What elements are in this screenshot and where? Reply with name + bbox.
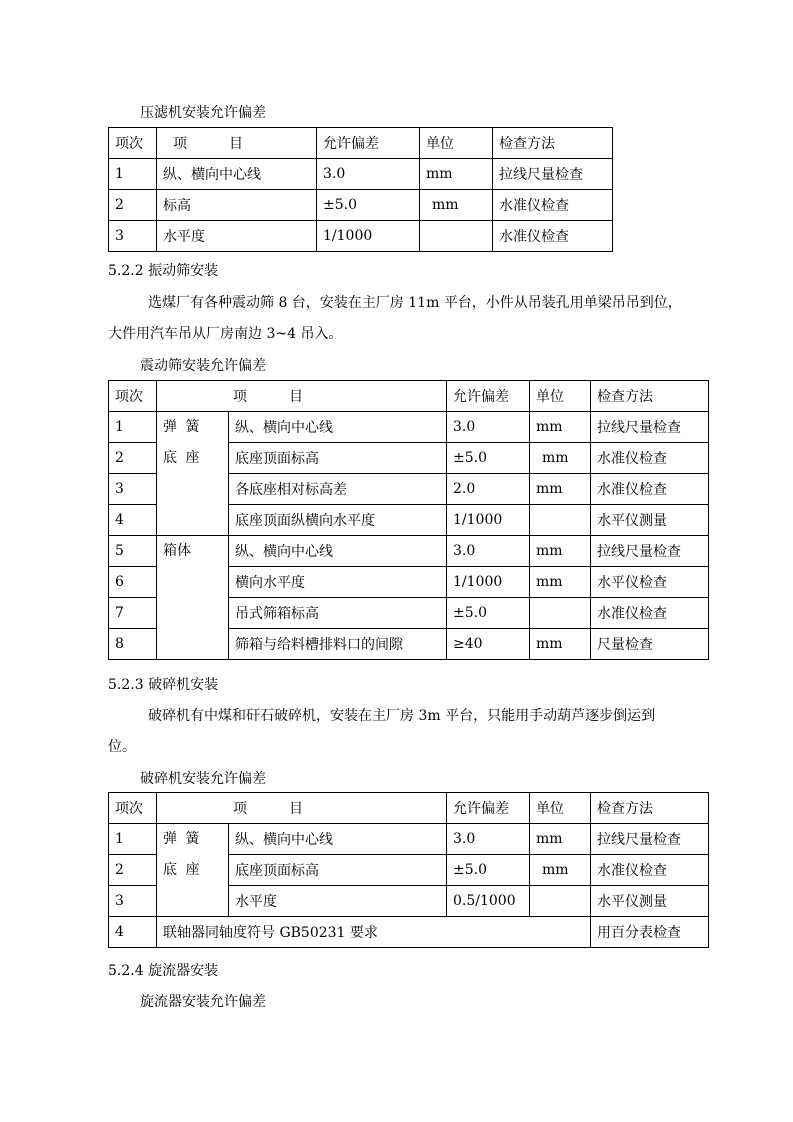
cell-tolerance: 1/1000 bbox=[317, 221, 420, 252]
cell-tolerance: ±5.0 bbox=[447, 855, 530, 886]
heading-crusher: 5.2.3 破碎机安装 bbox=[108, 677, 219, 693]
cell-method: 用百分表检查 bbox=[591, 917, 709, 948]
cell-index: 3 bbox=[109, 474, 157, 505]
cell-item: 底座顶面纵横向水平度 bbox=[229, 505, 447, 536]
table-vibrating-screen bbox=[108, 380, 709, 660]
cell-item: 底座顶面标高 bbox=[229, 443, 447, 474]
cell-index: 2 bbox=[109, 443, 157, 474]
cell-index: 1 bbox=[109, 159, 157, 190]
heading-vibrating-screen: 5.2.2 振动筛安装 bbox=[108, 263, 219, 279]
cell-index: 3 bbox=[109, 886, 157, 917]
cell-unit: mm bbox=[530, 412, 591, 443]
cell-tolerance: 3.0 bbox=[447, 824, 530, 855]
table-filter-press bbox=[108, 127, 613, 252]
cell-method: 水平仪测量 bbox=[591, 505, 709, 536]
cell-method: 尺量检查 bbox=[591, 629, 709, 660]
table-header-row bbox=[109, 128, 613, 159]
cell-index: 2 bbox=[109, 855, 157, 886]
cell-item: 筛箱与给料槽排料口的间隙 bbox=[229, 629, 447, 660]
group-spring-base bbox=[157, 824, 229, 917]
group-label: 弹 簧 底 座 bbox=[163, 419, 202, 466]
cell-unit: mm bbox=[530, 443, 591, 474]
cell-tolerance: 1/1000 bbox=[447, 567, 530, 598]
cell-item: 纵、横向中心线 bbox=[157, 159, 317, 190]
cell-item: 纵、横向中心线 bbox=[229, 536, 447, 567]
cell-index: 8 bbox=[109, 629, 157, 660]
table-row bbox=[109, 917, 709, 948]
caption-cyclone: 旋流器安装允许偏差 bbox=[140, 994, 266, 1010]
cell-method: 水平仪检查 bbox=[591, 567, 709, 598]
paragraph-line: 破碎机有中煤和矸石破碎机，安装在主厂房 3m 平台，只能用手动葫芦逐步倒运到 bbox=[148, 708, 656, 724]
caption-vibrating-screen: 震动筛安装允许偏差 bbox=[140, 358, 266, 374]
cell-method: 水准仪检查 bbox=[591, 474, 709, 505]
cell-item: 吊式筛箱标高 bbox=[229, 598, 447, 629]
header-item: 项 目 bbox=[157, 128, 317, 159]
cell-item: 各底座相对标高差 bbox=[229, 474, 447, 505]
cell-item: 横向水平度 bbox=[229, 567, 447, 598]
header-item: 项 目 bbox=[157, 381, 447, 412]
group-spring-base bbox=[157, 412, 229, 536]
cell-item: 水平度 bbox=[229, 886, 447, 917]
header-index: 项次 bbox=[109, 381, 157, 412]
cell-unit bbox=[530, 598, 591, 629]
paragraph-line: 选煤厂有各种震动筛 8 台，安装在主厂房 11m 平台，小件从吊装孔用单梁吊吊到位， bbox=[148, 295, 682, 311]
cell-method: 拉线尺量检查 bbox=[493, 159, 613, 190]
group-box bbox=[157, 536, 229, 660]
heading-cyclone: 5.2.4 旋流器安装 bbox=[108, 963, 219, 979]
table-row bbox=[109, 412, 709, 443]
cell-tolerance: 3.0 bbox=[447, 536, 530, 567]
group-label: 箱体 bbox=[163, 543, 191, 559]
caption-crusher: 破碎机安装允许偏差 bbox=[140, 771, 266, 787]
cell-unit: mm bbox=[530, 536, 591, 567]
cell-method: 水平仪测量 bbox=[591, 886, 709, 917]
header-method: 检查方法 bbox=[591, 381, 709, 412]
table-row bbox=[109, 190, 613, 221]
table-header-row bbox=[109, 381, 709, 412]
header-unit: 单位 bbox=[420, 128, 493, 159]
cell-unit: mm bbox=[530, 855, 591, 886]
cell-unit bbox=[530, 505, 591, 536]
cell-index: 1 bbox=[109, 412, 157, 443]
cell-index: 3 bbox=[109, 221, 157, 252]
paragraph-line: 大件用汽车吊从厂房南边 3~4 吊入。 bbox=[108, 326, 343, 342]
header-tolerance: 允许偏差 bbox=[317, 128, 420, 159]
header-method: 检查方法 bbox=[493, 128, 613, 159]
cell-method: 拉线尺量检查 bbox=[591, 536, 709, 567]
cell-tolerance: 3.0 bbox=[317, 159, 420, 190]
header-method: 检查方法 bbox=[591, 793, 709, 824]
table-row bbox=[109, 824, 709, 855]
table-row bbox=[109, 536, 709, 567]
cell-unit: mm bbox=[530, 824, 591, 855]
group-label: 弹 簧 底 座 bbox=[163, 831, 202, 878]
header-index: 项次 bbox=[109, 793, 157, 824]
cell-item: 水平度 bbox=[157, 221, 317, 252]
header-item: 项 目 bbox=[157, 793, 447, 824]
header-unit: 单位 bbox=[530, 793, 591, 824]
table-row bbox=[109, 159, 613, 190]
cell-method: 水准仪检查 bbox=[591, 598, 709, 629]
cell-item: 标高 bbox=[157, 190, 317, 221]
cell-index: 1 bbox=[109, 824, 157, 855]
paragraph-line: 位。 bbox=[108, 739, 136, 755]
cell-index: 4 bbox=[109, 917, 157, 948]
cell-index: 6 bbox=[109, 567, 157, 598]
cell-method: 水准仪检查 bbox=[591, 443, 709, 474]
cell-unit: mm bbox=[530, 567, 591, 598]
table-crusher bbox=[108, 792, 709, 948]
cell-tolerance: 0.5/1000 bbox=[447, 886, 530, 917]
cell-item: 联轴器同轴度符号 GB50231 要求 bbox=[157, 917, 591, 948]
cell-index: 7 bbox=[109, 598, 157, 629]
cell-item: 底座顶面标高 bbox=[229, 855, 447, 886]
cell-method: 水准仪检查 bbox=[591, 855, 709, 886]
cell-index: 4 bbox=[109, 505, 157, 536]
cell-item: 纵、横向中心线 bbox=[229, 412, 447, 443]
table-header-row bbox=[109, 793, 709, 824]
header-unit: 单位 bbox=[530, 381, 591, 412]
cell-method: 拉线尺量检查 bbox=[591, 824, 709, 855]
cell-unit: mm bbox=[530, 474, 591, 505]
table-row bbox=[109, 221, 613, 252]
cell-item: 纵、横向中心线 bbox=[229, 824, 447, 855]
cell-index: 2 bbox=[109, 190, 157, 221]
cell-tolerance: ≥40 bbox=[447, 629, 530, 660]
cell-unit: mm bbox=[420, 190, 493, 221]
header-tolerance: 允许偏差 bbox=[447, 381, 530, 412]
header-index: 项次 bbox=[109, 128, 157, 159]
cell-tolerance: ±5.0 bbox=[317, 190, 420, 221]
cell-tolerance: 1/1000 bbox=[447, 505, 530, 536]
cell-tolerance: 2.0 bbox=[447, 474, 530, 505]
caption-filter-press: 压滤机安装允许偏差 bbox=[140, 105, 266, 121]
cell-index: 5 bbox=[109, 536, 157, 567]
cell-method: 拉线尺量检查 bbox=[591, 412, 709, 443]
header-tolerance: 允许偏差 bbox=[447, 793, 530, 824]
cell-tolerance: 3.0 bbox=[447, 412, 530, 443]
cell-tolerance: ±5.0 bbox=[447, 443, 530, 474]
cell-tolerance: ±5.0 bbox=[447, 598, 530, 629]
cell-unit bbox=[420, 221, 493, 252]
cell-unit bbox=[530, 886, 591, 917]
cell-unit: mm bbox=[530, 629, 591, 660]
cell-method: 水准仪检查 bbox=[493, 221, 613, 252]
cell-unit: mm bbox=[420, 159, 493, 190]
cell-method: 水准仪检查 bbox=[493, 190, 613, 221]
